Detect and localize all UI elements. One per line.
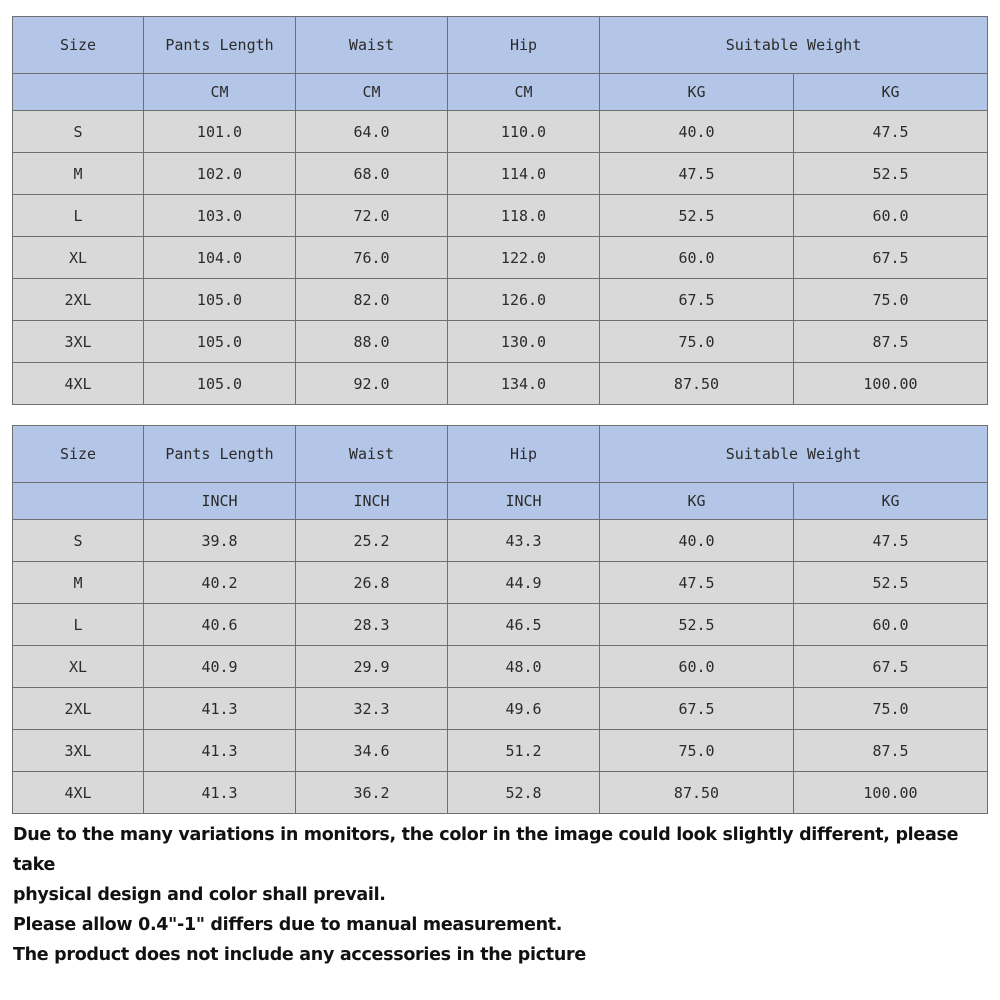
pants-length-cell: 101.0 [144,111,296,153]
weight-min-cell: 60.0 [600,237,794,279]
size-cell: S [13,520,144,562]
table-row [13,520,988,562]
header-hip: Hip [448,17,600,74]
waist-cell: 29.9 [296,646,448,688]
table-unit-row [13,483,988,520]
unit-cell: KG [794,74,988,111]
weight-min-cell: 67.5 [600,279,794,321]
table-row [13,562,988,604]
pants-length-cell: 105.0 [144,279,296,321]
hip-cell: 52.8 [448,772,600,814]
weight-max-cell: 67.5 [794,237,988,279]
header-suitable-weight: Suitable Weight [600,17,988,74]
table-row [13,730,988,772]
header-pants-length: Pants Length [144,17,296,74]
weight-max-cell: 87.5 [794,730,988,772]
unit-cell: INCH [448,483,600,520]
weight-max-cell: 60.0 [794,195,988,237]
table-row [13,237,988,279]
weight-max-cell: 87.5 [794,321,988,363]
table-header-row [13,426,988,483]
pants-length-cell: 105.0 [144,363,296,405]
hip-cell: 48.0 [448,646,600,688]
hip-cell: 130.0 [448,321,600,363]
weight-min-cell: 75.0 [600,730,794,772]
hip-cell: 134.0 [448,363,600,405]
table-row [13,195,988,237]
hip-cell: 126.0 [448,279,600,321]
weight-min-cell: 87.50 [600,363,794,405]
weight-max-cell: 60.0 [794,604,988,646]
header-size: Size [13,426,144,483]
weight-min-cell: 52.5 [600,604,794,646]
waist-cell: 34.6 [296,730,448,772]
size-chart-cm-table [12,16,988,405]
size-cell: M [13,153,144,195]
hip-cell: 114.0 [448,153,600,195]
weight-min-cell: 60.0 [600,646,794,688]
waist-cell: 68.0 [296,153,448,195]
note-color-variation: Due to the many variations in monitors, the color in the image could look slightly different, please take [13,825,959,875]
weight-max-cell: 47.5 [794,520,988,562]
unit-cell: INCH [296,483,448,520]
unit-cell: CM [144,74,296,111]
pants-length-cell: 41.3 [144,772,296,814]
header-hip: Hip [448,426,600,483]
header-waist: Waist [296,426,448,483]
pants-length-cell: 105.0 [144,321,296,363]
waist-cell: 64.0 [296,111,448,153]
pants-length-cell: 104.0 [144,237,296,279]
table-row [13,153,988,195]
size-cell: M [13,562,144,604]
header-pants-length: Pants Length [144,426,296,483]
hip-cell: 49.6 [448,688,600,730]
pants-length-cell: 41.3 [144,730,296,772]
pants-length-cell: 41.3 [144,688,296,730]
note-measurement-tolerance: Please allow 0.4"-1" differs due to manual measurement. [13,915,563,935]
pants-length-cell: 40.9 [144,646,296,688]
pants-length-cell: 102.0 [144,153,296,195]
size-cell: L [13,195,144,237]
table-row [13,363,988,405]
table-row [13,279,988,321]
unit-cell: CM [296,74,448,111]
hip-cell: 51.2 [448,730,600,772]
size-cell: S [13,111,144,153]
table-row [13,646,988,688]
weight-max-cell: 75.0 [794,688,988,730]
weight-min-cell: 40.0 [600,520,794,562]
weight-max-cell: 67.5 [794,646,988,688]
weight-min-cell: 47.5 [600,562,794,604]
table-row [13,321,988,363]
weight-max-cell: 52.5 [794,153,988,195]
waist-cell: 92.0 [296,363,448,405]
waist-cell: 28.3 [296,604,448,646]
unit-cell-empty [13,483,144,520]
waist-cell: 82.0 [296,279,448,321]
pants-length-cell: 39.8 [144,520,296,562]
table-unit-row [13,74,988,111]
size-cell: 2XL [13,279,144,321]
table-header-row [13,17,988,74]
weight-max-cell: 100.00 [794,772,988,814]
size-cell: 4XL [13,772,144,814]
weight-min-cell: 87.50 [600,772,794,814]
header-suitable-weight: Suitable Weight [600,426,988,483]
unit-cell: CM [448,74,600,111]
pants-length-cell: 40.6 [144,604,296,646]
unit-cell: INCH [144,483,296,520]
table-row [13,772,988,814]
hip-cell: 122.0 [448,237,600,279]
size-cell: XL [13,646,144,688]
waist-cell: 76.0 [296,237,448,279]
waist-cell: 88.0 [296,321,448,363]
note-accessories: The product does not include any accessories in the picture [13,945,586,965]
unit-cell-empty [13,74,144,111]
size-cell: 4XL [13,363,144,405]
hip-cell: 46.5 [448,604,600,646]
weight-max-cell: 47.5 [794,111,988,153]
unit-cell: KG [600,483,794,520]
size-chart-inch-table [12,425,988,814]
hip-cell: 43.3 [448,520,600,562]
disclaimer-notes [13,820,988,970]
waist-cell: 25.2 [296,520,448,562]
hip-cell: 110.0 [448,111,600,153]
table-row [13,688,988,730]
hip-cell: 118.0 [448,195,600,237]
unit-cell: KG [794,483,988,520]
table-row [13,111,988,153]
weight-max-cell: 100.00 [794,363,988,405]
waist-cell: 32.3 [296,688,448,730]
table-row [13,604,988,646]
weight-min-cell: 47.5 [600,153,794,195]
weight-max-cell: 52.5 [794,562,988,604]
hip-cell: 44.9 [448,562,600,604]
unit-cell: KG [600,74,794,111]
weight-min-cell: 52.5 [600,195,794,237]
size-cell: 3XL [13,730,144,772]
waist-cell: 36.2 [296,772,448,814]
note-color-variation-cont: physical design and color shall prevail. [13,885,386,905]
size-cell: 2XL [13,688,144,730]
waist-cell: 72.0 [296,195,448,237]
size-cell: L [13,604,144,646]
header-waist: Waist [296,17,448,74]
header-size: Size [13,17,144,74]
weight-min-cell: 75.0 [600,321,794,363]
pants-length-cell: 103.0 [144,195,296,237]
weight-max-cell: 75.0 [794,279,988,321]
weight-min-cell: 67.5 [600,688,794,730]
weight-min-cell: 40.0 [600,111,794,153]
size-cell: 3XL [13,321,144,363]
pants-length-cell: 40.2 [144,562,296,604]
waist-cell: 26.8 [296,562,448,604]
size-cell: XL [13,237,144,279]
